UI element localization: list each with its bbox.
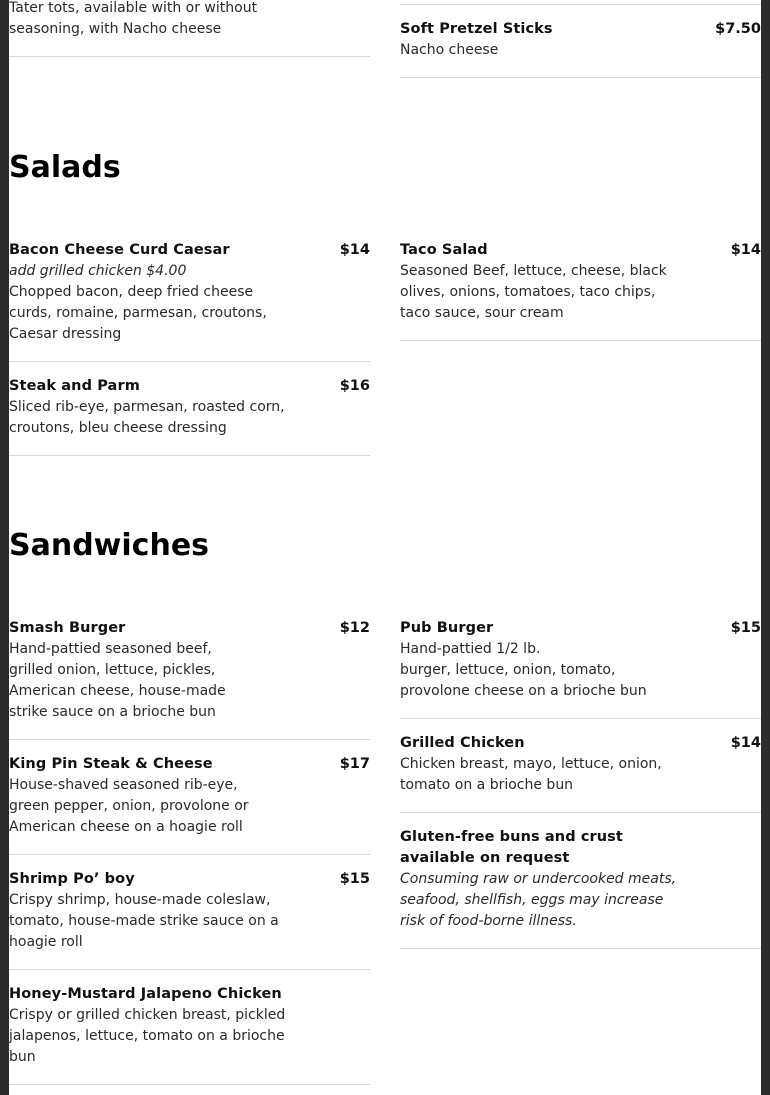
divider: [400, 812, 761, 813]
divider: [9, 361, 370, 362]
menu-item-name: Honey-Mustard Jalapeno Chicken: [9, 986, 282, 1002]
menu-item-steak-and-parm: [9, 376, 370, 439]
menu-item-price: $14: [730, 735, 761, 751]
menu-item-description: Crispy shrimp, house-made coleslaw, tomato, house-made strike sauce on a hoagie roll: [9, 892, 279, 950]
menu-item-price: $14: [339, 242, 370, 258]
menu-item-description: Hand-pattied 1/2 lb.: [400, 641, 541, 657]
menu-item-name: Soft Pretzel Sticks: [400, 21, 553, 37]
section-title-sandwiches: Sandwiches: [9, 528, 210, 563]
menu-item-price: $15: [730, 620, 761, 636]
menu-item-description: Chicken breast, mayo, lettuce, onion, tomato on a brioche bun: [400, 756, 662, 793]
menu-item-description: Hand-pattied seasoned beef, grilled onion, lettuce, pickles, American cheese, house-made strike sauce on a brioche bun: [9, 641, 226, 720]
divider: [9, 739, 370, 740]
menu-item-smash-burger: [9, 618, 370, 723]
scrollbar-track[interactable]: [761, 0, 770, 1095]
menu-item-description: House-shaved seasoned rib-eye, green pepper, onion, provolone or American cheese on a hoagie roll: [9, 777, 249, 835]
menu-item-name: King Pin Steak & Cheese: [9, 756, 213, 772]
menu-item-name: Grilled Chicken: [400, 735, 525, 751]
menu-item-pub-burger: [400, 618, 761, 702]
menu-item-taco-salad: [400, 240, 761, 324]
divider: [9, 969, 370, 970]
divider: [9, 56, 370, 57]
menu-item-name: Gluten-free buns and crust available on request: [400, 829, 623, 866]
menu-item-bacon-cheese-curd-caesar: [9, 240, 370, 345]
menu-item-gluten-free-note: [400, 827, 761, 932]
section-title-salads: Salads: [9, 150, 121, 185]
divider: [400, 718, 761, 719]
menu-item-description: Tater tots, available with or without seasoning, with Nacho cheese: [9, 0, 258, 37]
divider: [400, 340, 761, 341]
divider: [400, 77, 761, 78]
divider: [9, 854, 370, 855]
menu-item-description: Chopped bacon, deep fried cheese curds, romaine, parmesan, croutons, Caesar dressing: [9, 284, 267, 342]
menu-item-name: Smash Burger: [9, 620, 126, 636]
menu-item-honey-mustard-jalapeno-chicken: [9, 984, 370, 1068]
divider: [400, 948, 761, 949]
menu-item-soft-pretzel-sticks: [400, 19, 761, 61]
menu-item-price: $15: [339, 871, 370, 887]
divider: [9, 455, 370, 456]
divider: [9, 1084, 370, 1085]
menu-item-description: Crispy or grilled chicken breast, pickled jalapenos, lettuce, tomato on a brioche bun: [9, 1007, 286, 1065]
page-left-border: [0, 0, 9, 1095]
menu-item-king-pin-steak-cheese: [9, 754, 370, 838]
menu-item-shrimp-po-boy: [9, 869, 370, 953]
menu-item-price: $7.50: [715, 21, 761, 37]
menu-item-grilled-chicken: [400, 733, 761, 796]
divider: [400, 4, 761, 5]
menu-item-price: $14: [730, 242, 761, 258]
menu-item-price: $17: [339, 756, 370, 772]
menu-item-name: Bacon Cheese Curd Caesar: [9, 242, 230, 258]
menu-item-price: $12: [339, 620, 370, 636]
menu-item-description: Seasoned Beef, lettuce, cheese, black olives, onions, tomatoes, taco chips, taco sauce, sour cream: [400, 263, 667, 321]
menu-item-description: Sliced rib-eye, parmesan, roasted corn, croutons, bleu cheese dressing: [9, 399, 285, 436]
menu-item-tater-tots: [9, 0, 279, 40]
menu-item-name: Steak and Parm: [9, 378, 140, 394]
menu-item-note: add grilled chicken $4.00: [9, 263, 187, 279]
menu-item-description: Nacho cheese: [400, 42, 499, 58]
menu-item-name: Taco Salad: [400, 242, 488, 258]
menu-item-name: Shrimp Po’ boy: [9, 871, 135, 887]
menu-item-description-continued: burger, lettuce, onion, tomato, provolone cheese on a brioche bun: [400, 662, 647, 699]
food-safety-warning: Consuming raw or undercooked meats, seafood, shellfish, eggs may increase risk of food-borne illness.: [400, 871, 677, 929]
menu-item-price: $16: [339, 378, 370, 394]
menu-item-name: Pub Burger: [400, 620, 494, 636]
